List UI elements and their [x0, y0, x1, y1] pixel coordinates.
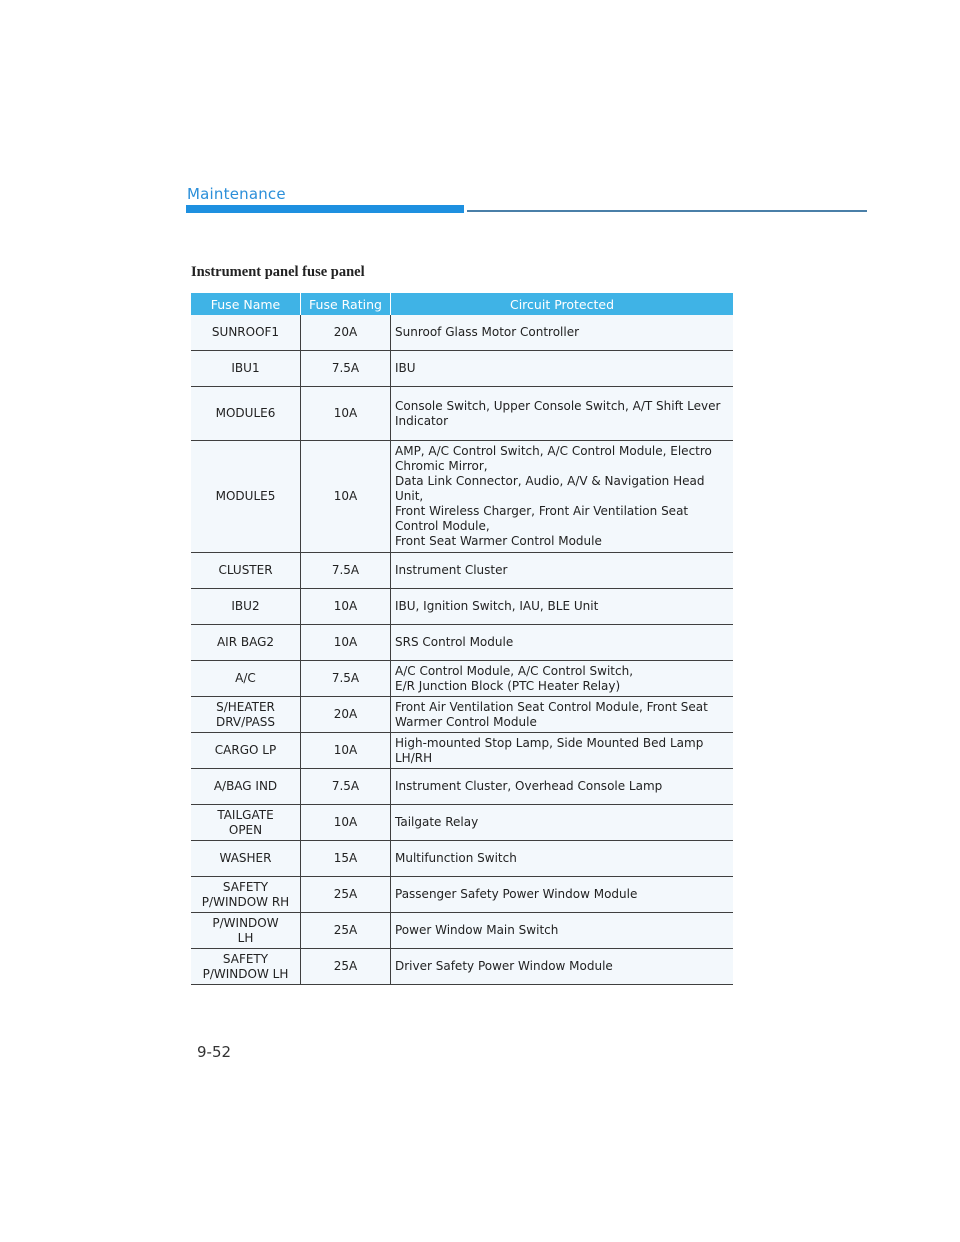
table-row: [191, 805, 733, 841]
circuit-cell: Instrument Cluster: [391, 553, 734, 589]
column-header-fuse-rating: Fuse Rating: [301, 293, 391, 315]
column-header-fuse-name: Fuse Name: [191, 293, 301, 315]
circuit-cell: Tailgate Relay: [391, 805, 734, 841]
fuse-rating-cell: 10A: [301, 733, 391, 769]
fuse-name-cell: A/BAG IND: [191, 769, 301, 805]
circuit-cell: Passenger Safety Power Window Module: [391, 877, 734, 913]
fuse-rating-cell: 7.5A: [301, 553, 391, 589]
fuse-name-cell: P/WINDOW LH: [191, 913, 301, 949]
table-row: [191, 769, 733, 805]
table-row: [191, 841, 733, 877]
fuse-rating-cell: 25A: [301, 949, 391, 985]
circuit-cell: Front Air Ventilation Seat Control Module, Front Seat Warmer Control Module: [391, 697, 734, 733]
table-row: [191, 387, 733, 441]
fuse-rating-cell: 10A: [301, 387, 391, 441]
circuit-cell: SRS Control Module: [391, 625, 734, 661]
fuse-table: [191, 293, 733, 985]
fuse-name-cell: WASHER: [191, 841, 301, 877]
fuse-name-cell: TAILGATE OPEN: [191, 805, 301, 841]
fuse-name-cell: SAFETY P/WINDOW LH: [191, 949, 301, 985]
circuit-cell: A/C Control Module, A/C Control Switch, E/R Junction Block (PTC Heater Relay): [391, 661, 734, 697]
circuit-cell: Driver Safety Power Window Module: [391, 949, 734, 985]
table-row: [191, 351, 733, 387]
table-row: [191, 877, 733, 913]
table-row: [191, 661, 733, 697]
circuit-cell: AMP, A/C Control Switch, A/C Control Module, Electro Chromic Mirror, Data Link Connector, Audio, A/V & Navigation Head Unit, Front Wireless Charger, Front Air Ventilation Seat Control Module, Front Seat Warmer Control Module: [391, 441, 734, 553]
table-row: [191, 441, 733, 553]
section-title: Maintenance: [187, 185, 286, 203]
fuse-rating-cell: 7.5A: [301, 661, 391, 697]
fuse-rating-cell: 20A: [301, 315, 391, 351]
fuse-name-cell: SAFETY P/WINDOW RH: [191, 877, 301, 913]
fuse-name-cell: A/C: [191, 661, 301, 697]
circuit-cell: IBU: [391, 351, 734, 387]
circuit-cell: Instrument Cluster, Overhead Console Lamp: [391, 769, 734, 805]
fuse-name-cell: CLUSTER: [191, 553, 301, 589]
fuse-name-cell: AIR BAG2: [191, 625, 301, 661]
fuse-name-cell: IBU1: [191, 351, 301, 387]
fuse-name-cell: CARGO LP: [191, 733, 301, 769]
table-row: [191, 949, 733, 985]
circuit-cell: High-mounted Stop Lamp, Side Mounted Bed Lamp LH/RH: [391, 733, 734, 769]
table-row: [191, 733, 733, 769]
column-header-circuit-protected: Circuit Protected: [391, 293, 734, 315]
fuse-rating-cell: 20A: [301, 697, 391, 733]
fuse-rating-cell: 25A: [301, 877, 391, 913]
table-header-row: [191, 293, 733, 315]
fuse-rating-cell: 7.5A: [301, 769, 391, 805]
fuse-rating-cell: 15A: [301, 841, 391, 877]
header-rule: [467, 210, 867, 212]
fuse-rating-cell: 7.5A: [301, 351, 391, 387]
fuse-name-cell: MODULE5: [191, 441, 301, 553]
fuse-name-cell: MODULE6: [191, 387, 301, 441]
table-row: [191, 315, 733, 351]
table-row: [191, 697, 733, 733]
table-row: [191, 625, 733, 661]
circuit-cell: Multifunction Switch: [391, 841, 734, 877]
fuse-name-cell: SUNROOF1: [191, 315, 301, 351]
fuse-rating-cell: 10A: [301, 589, 391, 625]
circuit-cell: Sunroof Glass Motor Controller: [391, 315, 734, 351]
fuse-rating-cell: 10A: [301, 805, 391, 841]
fuse-rating-cell: 10A: [301, 625, 391, 661]
circuit-cell: Console Switch, Upper Console Switch, A/T Shift Lever Indicator: [391, 387, 734, 441]
header-rule-accent: [186, 205, 464, 213]
fuse-rating-cell: 10A: [301, 441, 391, 553]
circuit-cell: IBU, Ignition Switch, IAU, BLE Unit: [391, 589, 734, 625]
table-row: [191, 913, 733, 949]
circuit-cell: Power Window Main Switch: [391, 913, 734, 949]
table-row: [191, 553, 733, 589]
fuse-rating-cell: 25A: [301, 913, 391, 949]
fuse-name-cell: S/HEATER DRV/PASS: [191, 697, 301, 733]
panel-title: Instrument panel fuse panel: [191, 264, 365, 280]
fuse-name-cell: IBU2: [191, 589, 301, 625]
page-number: 9-52: [197, 1043, 232, 1061]
table-row: [191, 589, 733, 625]
